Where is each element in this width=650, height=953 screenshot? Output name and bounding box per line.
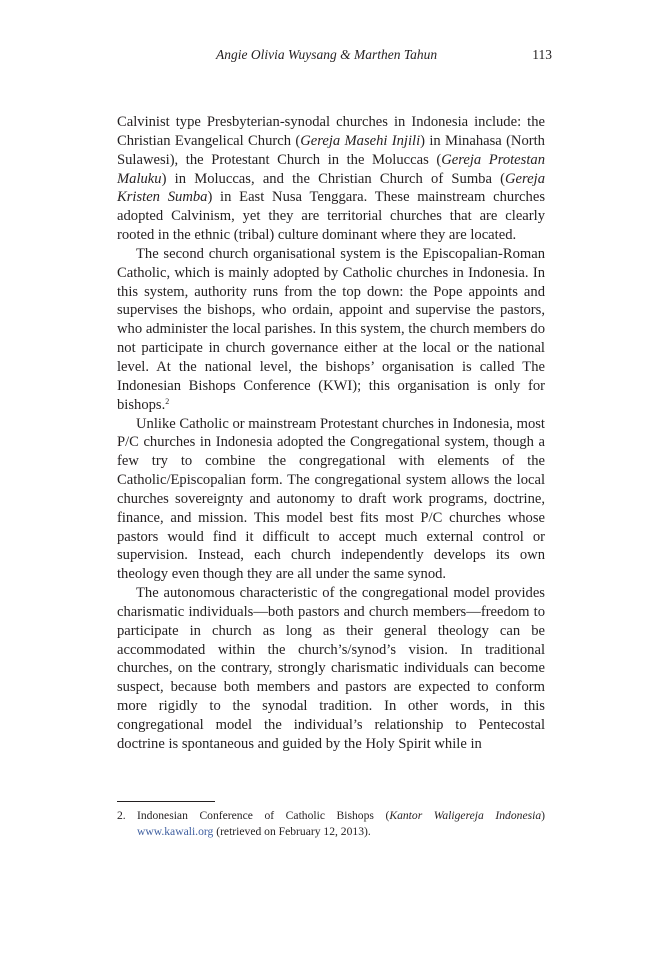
- paragraph-1-text-g: ) in East Nusa Tenggara. These mainstream churches adopted Calvinism, yet they are territorial churches that are clearly rooted in the ethnic (tribal) culture dominant where they are located.: [117, 189, 545, 244]
- footnote-text: [137, 808, 545, 839]
- gereja-masehi-injili: Gereja Masehi Injili: [300, 132, 421, 149]
- footnote-text-c: ): [541, 809, 545, 822]
- body-text: [117, 113, 545, 754]
- page-number: 113: [532, 47, 552, 62]
- running-head: Angie Olivia Wuysang & Marthen Tahun: [216, 47, 438, 62]
- footnote-rule: [117, 801, 215, 802]
- gereja-protestan-maluku: Gereja Protestan Maluku: [117, 151, 545, 187]
- paragraph-1-text-a: Calvinist type Presbyterian-synodal churches in Indonesia include: the Christian Evangelical Church (: [117, 114, 545, 149]
- paragraph-2: [117, 245, 545, 415]
- footnote-reference[interactable]: 2: [165, 396, 170, 406]
- kawali-link[interactable]: www.kawali.org: [137, 824, 214, 838]
- kantor-waligereja-indonesia: Kantor Waligereja Indonesia: [389, 809, 542, 822]
- footnote-number: 2.: [117, 809, 126, 822]
- paragraph-1-text-e: ) in Moluccas, and the Christian Church of Sumba (: [161, 170, 506, 187]
- paragraph-3: Unlike Catholic or mainstream Protestant churches in Indonesia, most P/C churches in Indonesia adopted the Congregational system, though a few try to combine the congregational with elements of the Catholic/Episcopalian form. The congregational system allows the local churches sovereignty and autonomy to draft work programs, doctrine, finance, and mission. This model best fits most P/C churches whose pastors would find it difficult to accept much external control or supervision. Instead, each church independently develops its own theology even though they are all under the same synod.: [117, 415, 545, 583]
- footnote: [117, 808, 545, 839]
- paragraph-1-text-c: ) in Minahasa (North Sulawesi), the Protestant Church in the Moluccas (: [117, 132, 545, 168]
- footnote-text-a: Indonesian Conference of Catholic Bishops (: [137, 809, 390, 822]
- paragraph-1: [117, 113, 545, 245]
- footnote-text-d: (retrieved on February 12, 2013).: [213, 824, 371, 838]
- paragraph-4: The autonomous characteristic of the congregational model provides charismatic individuals—both pastors and church members—freedom to participate in church as long as their general theology can be accommodated within the church’s/synod’s vision. In traditional churches, on the contrary, strongly charismatic individuals can become suspect, because both members and pastors are expected to conform more rigidly to the synodal tradition. In other words, in this congregational model the individual’s relationship to Pentecostal doctrine is spontaneous and guided by the Holy Spirit while in: [117, 585, 545, 752]
- gereja-kristen-sumba: Gereja Kristen Sumba: [117, 170, 545, 206]
- paragraph-2-text: The second church organisational system is the Episcopalian-Roman Catholic, which is mainly adopted by Catholic churches in Indonesia. In this system, authority runs from the top down: the Pope appoints and supervises the bishops, who ordain, appoint and supervise the pastors, who administer the local parishes. In this system, the church members do not participate in church governance either at the local or the national level. At the national level, the bishops’ organisation is called The Indonesian Bishops Conference (KWI); this organisation is only for bishops.: [117, 245, 545, 413]
